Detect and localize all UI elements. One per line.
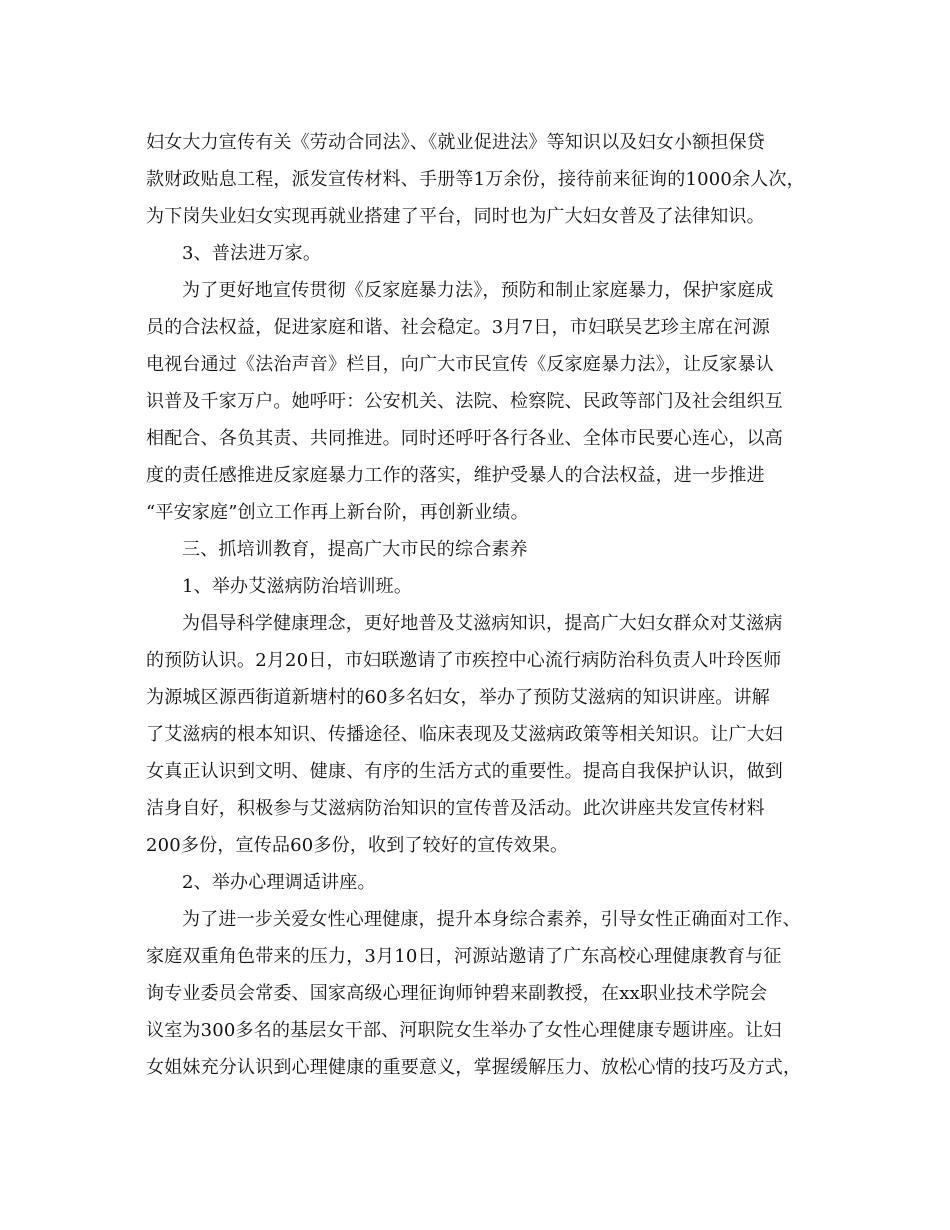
text-line: 询专业委员会常委、国家高级心理征询师钟碧来副教授，在xx职业技术学院会: [146, 983, 768, 1004]
text-line: 款财政贴息工程，派发宣传材料、手册等1万余份，接待前来征询的1000余人次，: [146, 169, 805, 190]
paragraph-first-line: 为了进一步关爱女性心理健康，提升本身综合素养，引导女性正确面对工作、: [182, 909, 801, 930]
text-line: 妇女大力宣传有关《劳动合同法》、《就业促进法》等知识以及妇女小额担保贷: [146, 132, 765, 153]
text-line: 相配合、各负其责、共同推进。同时还呼吁各行各业、全体市民要心连心，以高: [146, 428, 783, 449]
text-line: 度的责任感推进反家庭暴力工作的落实，维护受暴人的合法权益，进一步推进: [146, 465, 765, 486]
text-line: 员的合法权益，促进家庭和谐、社会稳定。3月7日，市妇联吴艺珍主席在河源: [146, 317, 770, 338]
text-line: 女真正认识到文明、健康、有序的生活方式的重要性。提高自我保护认识，做到: [146, 761, 783, 782]
text-line: 为源城区源西街道新塘村的60多名妇女，举办了预防艾滋病的知识讲座。讲解: [146, 687, 770, 708]
subsection-heading: 1、举办艾滋病防治培训班。: [182, 576, 413, 597]
paragraph-first-line: 为了更好地宣传贯彻《反家庭暴力法》，预防和制止家庭暴力，保护家庭成: [182, 280, 774, 301]
text-line: 了艾滋病的根本知识、传播途径、临床表现及艾滋病政策等相关知识。让广大妇: [146, 724, 783, 745]
text-line: 200多份，宣传品60多份，收到了较好的宣传效果。: [146, 835, 569, 856]
paragraph-first-line: 为倡导科学健康理念，更好地普及艾滋病知识，提高广大妇女群众对艾滋病: [182, 613, 783, 634]
text-line: “平安家庭”创立工作再上新台阶，再创新业绩。: [146, 502, 529, 523]
text-line: 家庭双重角色带来的压力，3月10日，河源站邀请了广东高校心理健康教育与征: [146, 946, 782, 967]
text-line: 洁身自好，积极参与艾滋病防治知识的宣传普及活动。此次讲座共发宣传材料: [146, 798, 765, 819]
text-line: 为下岗失业妇女实现再就业搭建了平台，同时也为广大妇女普及了法律知识。: [146, 206, 765, 227]
text-line: 识普及千家万户。她呼吁：公安机关、法院、检察院、民政等部门及社会组织互: [146, 391, 783, 412]
text-line: 女姐妹充分认识到心理健康的重要意义，掌握缓解压力、放松心情的技巧及方式，: [146, 1057, 802, 1078]
section-heading: 三、抓培训教育，提高广大市民的综合素养: [182, 539, 528, 560]
text-line: 电视台通过《法治声音》栏目，向广大市民宣传《反家庭暴力法》，让反家暴认: [146, 354, 774, 375]
section-heading: 3、普法进万家。: [182, 243, 322, 264]
subsection-heading: 2、举办心理调适讲座。: [182, 872, 376, 893]
text-line: 议室为300多名的基层女干部、河职院女生举办了女性心理健康专题讲座。让妇: [146, 1020, 782, 1041]
text-line: 的预防认识。2月20日，市妇联邀请了市疾控中心流行病防治科负责人叶玲医师: [146, 650, 782, 671]
